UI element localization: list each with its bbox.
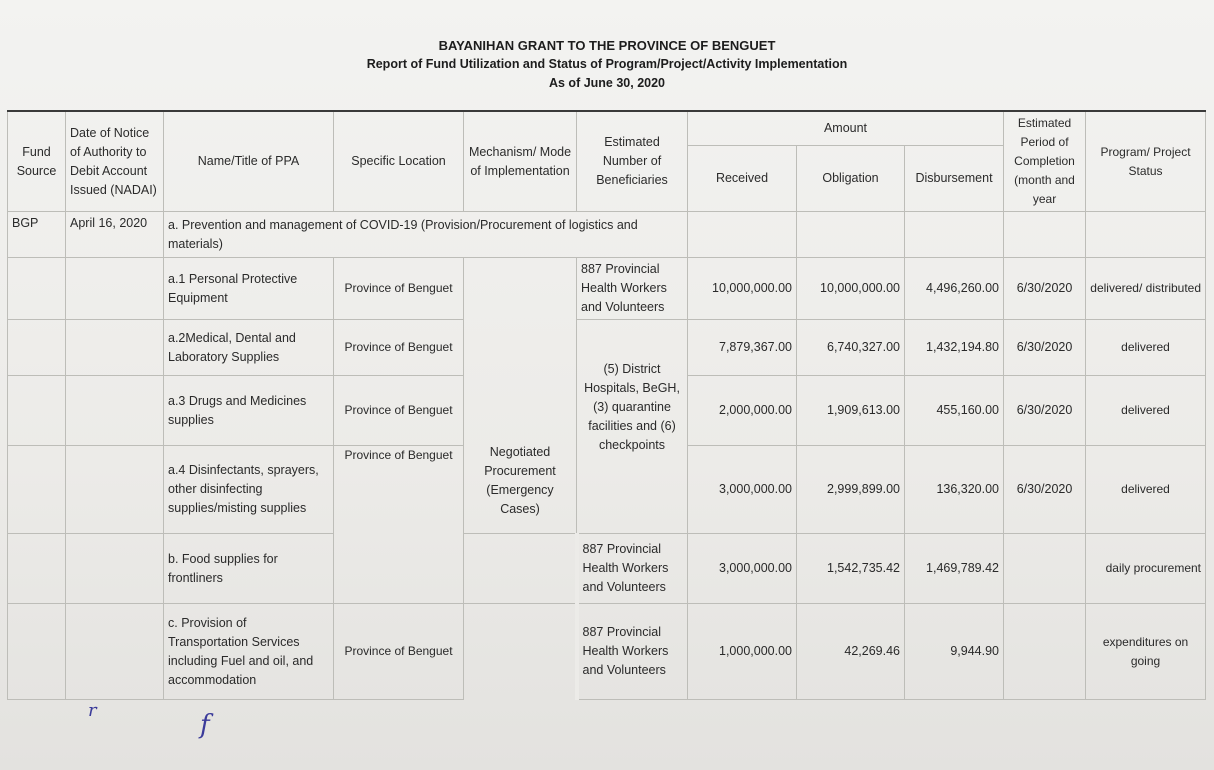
cell-location: Province of Benguet — [334, 376, 464, 446]
cell-ppa-name: b. Food supplies for frontliners — [164, 534, 334, 604]
cell-empty — [688, 212, 797, 258]
handwritten-initial: f — [200, 710, 210, 740]
cell-location: Province of Benguet — [334, 258, 464, 320]
cell-empty — [8, 604, 66, 700]
cell-empty — [66, 604, 164, 700]
cell-ppa-name: c. Provision of Transportation Services including Fuel and oil, and accommodation — [164, 604, 334, 700]
cell-empty — [66, 446, 164, 534]
cell-empty — [66, 376, 164, 446]
report-header — [0, 36, 1214, 93]
cell-obligation: 42,269.46 — [797, 604, 905, 700]
col-disbursement: Disbursement — [905, 146, 1004, 212]
table-row — [8, 534, 1206, 604]
cell-status: expenditures on going — [1086, 604, 1206, 700]
cell-received: 3,000,000.00 — [688, 534, 797, 604]
cell-obligation: 6,740,327.00 — [797, 320, 905, 376]
col-status: Program/ Project Status — [1086, 111, 1206, 212]
cell-disbursement: 136,320.00 — [905, 446, 1004, 534]
fund-utilization-table — [7, 110, 1206, 700]
cell-empty — [8, 258, 66, 320]
report-date: As of June 30, 2020 — [548, 76, 666, 90]
cell-completion — [1004, 534, 1086, 604]
cell-status: delivered — [1086, 376, 1206, 446]
cell-location: Province of Benguet — [334, 446, 464, 604]
cell-status: delivered/ distributed — [1086, 258, 1206, 320]
col-ppa: Name/Title of PPA — [164, 111, 334, 212]
col-beneficiaries: Estimated Number of Beneficiaries — [577, 111, 688, 212]
cell-empty — [8, 446, 66, 534]
cell-obligation: 2,999,899.00 — [797, 446, 905, 534]
cell-empty — [66, 258, 164, 320]
cell-ppa-name: a.1 Personal Protective Equipment — [164, 258, 334, 320]
col-location: Specific Location — [334, 111, 464, 212]
cell-received: 7,879,367.00 — [688, 320, 797, 376]
cell-obligation: 1,909,613.00 — [797, 376, 905, 446]
cell-disbursement: 455,160.00 — [905, 376, 1004, 446]
cell-received: 1,000,000.00 — [688, 604, 797, 700]
cell-disbursement: 1,469,789.42 — [905, 534, 1004, 604]
cell-empty — [464, 604, 577, 700]
cell-beneficiaries: 887 Provincial Health Workers and Volunteers — [577, 604, 688, 700]
cell-disbursement: 4,496,260.00 — [905, 258, 1004, 320]
cell-completion: 6/30/2020 — [1004, 446, 1086, 534]
cell-completion: 6/30/2020 — [1004, 376, 1086, 446]
cell-received: 2,000,000.00 — [688, 376, 797, 446]
cell-completion: 6/30/2020 — [1004, 320, 1086, 376]
cell-ppa-name: a.4 Disinfectants, sprayers, other disinfecting supplies/misting supplies — [164, 446, 334, 534]
cell-beneficiaries: (5) District Hospitals, BeGH,(3) quarantine facilities and (6) checkpoints — [577, 320, 688, 534]
handwritten-mark: r — [88, 700, 97, 721]
cell-beneficiaries: 887 Provincial Health Workers and Volunteers — [577, 534, 688, 604]
cell-fund-source: BGP — [8, 212, 66, 258]
report-title: BAYANIHAN GRANT TO THE PROVINCE OF BENGUET — [438, 38, 776, 53]
cell-empty — [797, 212, 905, 258]
col-completion: Estimated Period of Completion (month and year — [1004, 111, 1086, 212]
cell-location: Province of Benguet — [334, 604, 464, 700]
cell-obligation: 10,000,000.00 — [797, 258, 905, 320]
cell-beneficiaries: 887 Provincial Health Workers and Volunteers — [577, 258, 688, 320]
cell-obligation: 1,542,735.42 — [797, 534, 905, 604]
cell-empty — [464, 534, 577, 604]
cell-empty — [905, 212, 1004, 258]
cell-received: 10,000,000.00 — [688, 258, 797, 320]
cell-empty — [8, 376, 66, 446]
table-row — [8, 604, 1206, 700]
col-mechanism: Mechanism/ Mode of Implementation — [464, 111, 577, 212]
cell-category-title: a. Prevention and management of COVID-19 (Provision/Procurement of logistics and materials) — [164, 212, 688, 258]
cell-empty — [66, 534, 164, 604]
cell-disbursement: 1,432,194.80 — [905, 320, 1004, 376]
cell-empty — [1004, 212, 1086, 258]
cell-status: delivered — [1086, 320, 1206, 376]
table-row — [8, 320, 1206, 376]
col-fund-source: Fund Source — [8, 111, 66, 212]
cell-ppa-name: a.3 Drugs and Medicines supplies — [164, 376, 334, 446]
table-row — [8, 258, 1206, 320]
cell-completion: 6/30/2020 — [1004, 258, 1086, 320]
col-nadai: Date of Notice of Authority to Debit Account Issued (NADAI) — [66, 111, 164, 212]
col-received: Received — [688, 146, 797, 212]
cell-mechanism: Negotiated Procurement (Emergency Cases) — [464, 258, 577, 534]
cell-completion — [1004, 604, 1086, 700]
cell-empty — [8, 320, 66, 376]
col-amount: Amount — [688, 111, 1004, 146]
col-obligation: Obligation — [797, 146, 905, 212]
cell-status: daily procurement — [1086, 534, 1206, 604]
cell-location: Province of Benguet — [334, 320, 464, 376]
cell-empty — [1086, 212, 1206, 258]
cell-received: 3,000,000.00 — [688, 446, 797, 534]
cell-empty — [66, 320, 164, 376]
cell-status: delivered — [1086, 446, 1206, 534]
cell-nadai-date: April 16, 2020 — [66, 212, 164, 258]
cell-disbursement: 9,944.90 — [905, 604, 1004, 700]
table-row-category — [8, 212, 1206, 258]
cell-empty — [8, 534, 66, 604]
report-subtitle: Report of Fund Utilization and Status of Program/Project/Activity Implementation — [366, 57, 848, 71]
cell-ppa-name: a.2Medical, Dental and Laboratory Supplies — [164, 320, 334, 376]
